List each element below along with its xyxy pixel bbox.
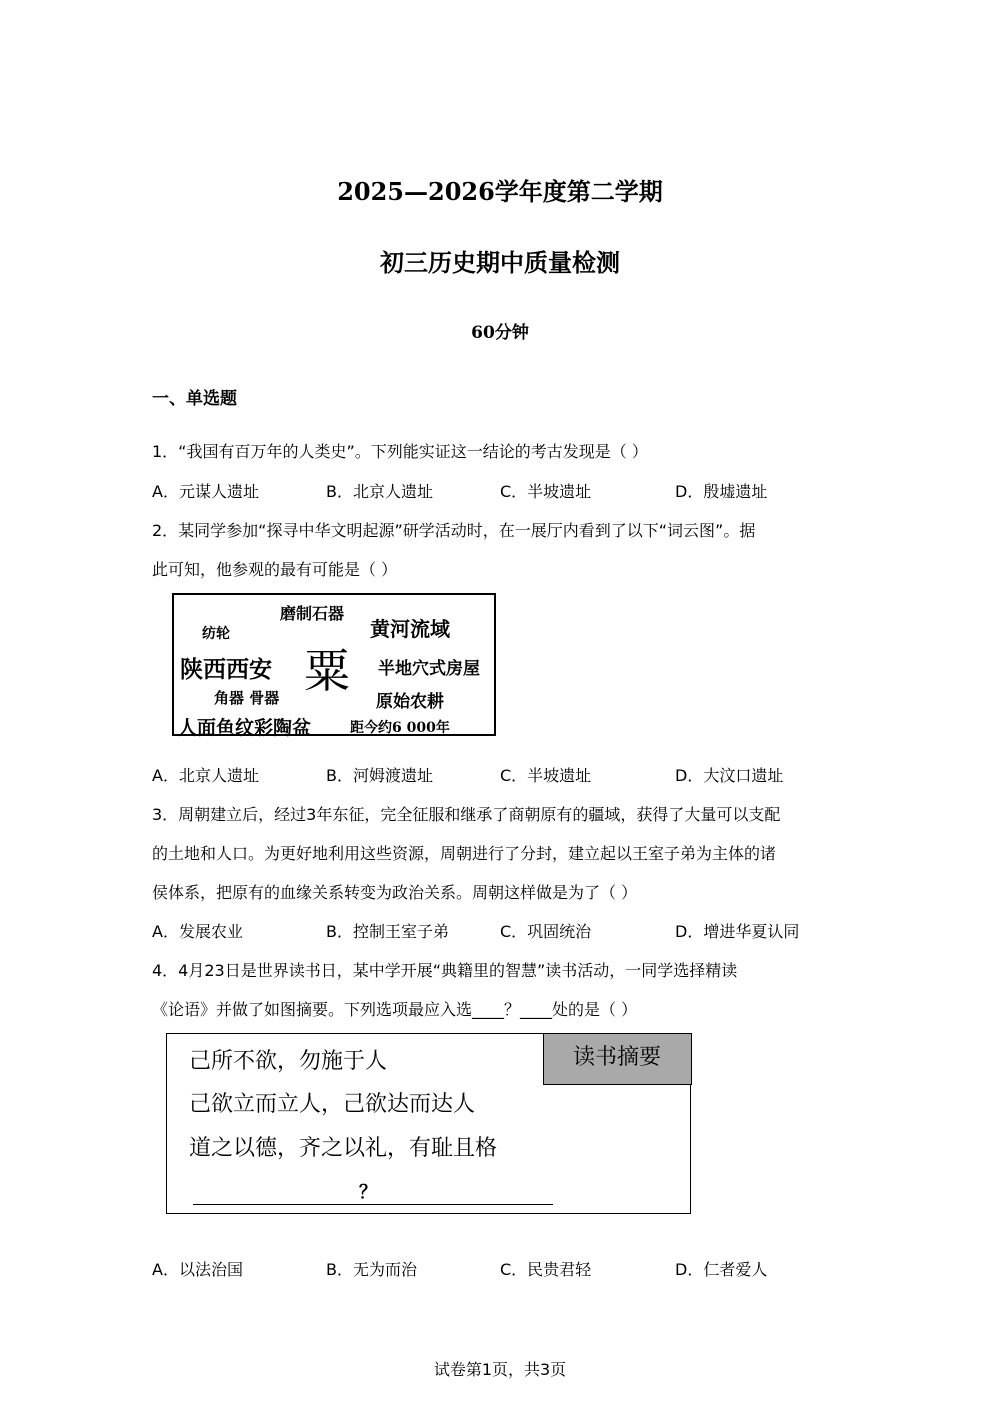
word-cloud-word: 角器 骨器 [214,689,280,707]
reading-notes-blank-line [193,1204,553,1205]
exam-title: 2025—2026学年度第二学期 [337,177,663,206]
word-cloud-word: 纺轮 [202,626,230,642]
word-cloud-figure [172,593,496,739]
question-2-text-line-1: 2．某同学参加“探寻中华文明起源”研学活动时，在一展厅内看到了以下“词云图”。据 [152,521,756,540]
q4-option-c: C．民贵君轻 [500,1260,592,1279]
exam-duration: 60分钟 [471,323,529,343]
q2-option-d: D．大汶口遗址 [675,766,784,785]
page-footer: 试卷第1页，共3页 [433,1360,567,1379]
question-2-text-line-2: 此可知，他参观的最有可能是（ ） [152,560,398,579]
reading-notes-line: 己所不欲，勿施于人 [189,1049,388,1074]
word-cloud-word: 陕西西安 [180,656,272,683]
exam-subtitle: 初三历史期中质量检测 [380,248,620,277]
section-title: 一、单选题 [152,389,237,409]
q1-option-a: A．元谋人遗址 [152,482,259,501]
question-3-text-line-3: 侯体系，把原有的血缘关系转变为政治关系。周朝这样做是为了（ ） [152,883,638,902]
q1-option-c: C．半坡遗址 [500,482,592,501]
question-4-text-line-2: 《论语》并做了如图摘要。下列选项最应入选____？____处的是（ ） [152,1000,638,1019]
word-cloud-word: 粟 [304,644,350,698]
word-cloud-word: 距今约6 000年 [350,720,450,736]
reading-notes-figure [166,1033,691,1214]
q3-option-c: C．巩固统治 [500,922,592,941]
word-cloud-word: 黄河流域 [370,617,450,641]
word-cloud-word: 半地穴式房屋 [378,659,480,679]
reading-notes-line: 己欲立而立人，己欲达而达人 [189,1092,476,1117]
q4-option-a: A．以法治国 [152,1260,243,1279]
question-3-text-line-2: 的土地和人口。为更好地利用这些资源，周朝进行了分封，建立起以王室子弟为主体的诸 [152,844,777,863]
question-3-text-line-1: 3．周朝建立后，经过3年东征，完全征服和继承了商朝原有的疆域，获得了大量可以支配 [152,805,781,824]
q3-option-b: B．控制王室子弟 [326,922,449,941]
q3-option-a: A．发展农业 [152,922,243,941]
q2-option-a: A．北京人遗址 [152,766,259,785]
question-4-text-line-1: 4．4月23日是世界读书日，某中学开展“典籍里的智慧”读书活动，一同学选择精读 [152,961,738,980]
q4-option-b: B．无为而治 [326,1260,417,1279]
q3-option-d: D．增进华夏认同 [675,922,800,941]
question-1-text: 1．“我国有百万年的人类史”。下列能实证这一结论的考古发现是（ ） [152,442,648,461]
word-cloud-word: 原始农耕 [376,692,444,712]
reading-notes-blank-mark: ？ [359,1182,377,1203]
word-cloud-word: 磨制石器 [280,604,345,623]
reading-notes-tag: 读书摘要 [543,1033,692,1085]
q1-option-b: B．北京人遗址 [326,482,433,501]
q1-option-d: D．殷墟遗址 [675,482,768,501]
word-cloud-word: 人面鱼纹彩陶盆 [178,717,312,739]
reading-notes-line: 道之以德，齐之以礼，有耻且格 [189,1136,498,1161]
q4-option-d: D．仁者爱人 [675,1260,768,1279]
q2-option-c: C．半坡遗址 [500,766,592,785]
q2-option-b: B．河姆渡遗址 [326,766,433,785]
